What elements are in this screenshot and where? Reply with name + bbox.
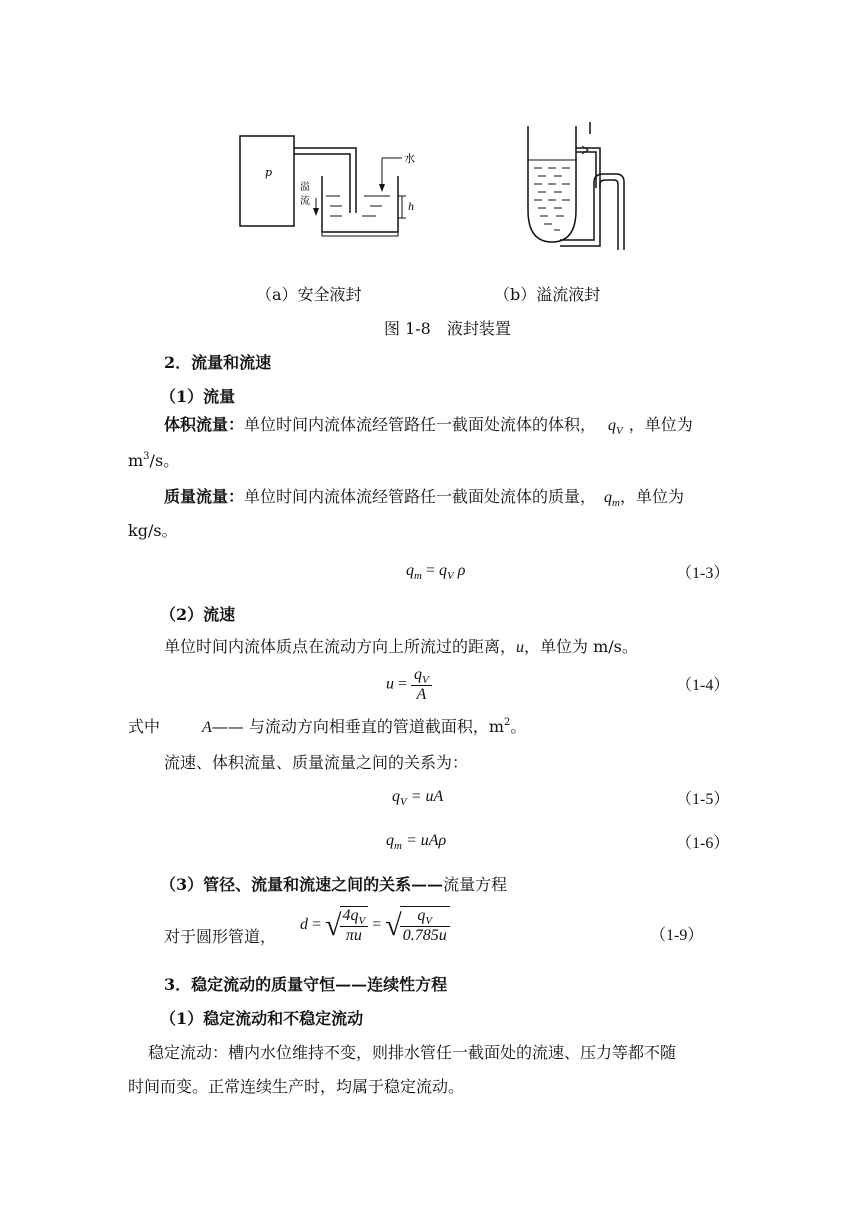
equation-1-9-intro: 对于圆形管道， [164, 927, 277, 946]
where-definition: A—— 与流动方向相垂直的管道截面积，$m^2$。 [202, 717, 527, 736]
section-2-1-heading: （1）流量 [160, 387, 236, 406]
caption-b: （b）溢流液封 [494, 285, 601, 304]
equation-1-5: $q_V$ = uA [392, 788, 444, 808]
equation-number-1-9: （1-9） [650, 927, 704, 944]
where-label: 式中 [128, 717, 161, 736]
section-3-1-heading: （1）稳定流动和不稳定流动 [160, 1009, 364, 1028]
label-overflow-1: 溢 [300, 182, 310, 193]
equation-1-6: $q_m = uA\rho$ [386, 832, 447, 852]
steady-flow-line-2: 时间而变。正常连续生产时，均属于稳定流动。 [128, 1077, 465, 1096]
section-2-3-heading: （3）管径、流量和流速之间的关系——流量方程 [160, 875, 508, 894]
equation-1-4: u = $\frac{q_V}{A}$ [386, 666, 432, 704]
figure-title: 图 1-8 液封装置 [384, 319, 511, 338]
volume-flow-unit: $m^3/s$。 [128, 451, 180, 470]
steady-flow-line-1: 稳定流动：槽内水位维持不变，则排水管任一截面处的流速、压力等都不随 [148, 1043, 677, 1062]
equation-number-1-4: （1-4） [676, 677, 730, 694]
section-3-heading: 3．稳定流动的质量守恒——连续性方程 [164, 975, 448, 994]
volume-flow-text: 单位时间内流体流经管路任一截面处流体的体积， [244, 415, 597, 434]
mass-flow-text: 单位时间内流体流经管路任一截面处流体的质量， [244, 487, 597, 506]
equation-1-9: d = √ $\frac{4q_V}{\pi u}$ = √ $\frac{q_V}{0.785u}$ [300, 906, 450, 945]
section-2-2-heading: （2）流速 [160, 605, 236, 624]
volume-flow-paragraph: 体积流量：单位时间内流体流经管路任一截面处流体的体积， $q_V$ ，单位为 [164, 415, 693, 437]
figure-a-safety-seal [230, 118, 450, 246]
label-h: h [408, 202, 415, 213]
equation-number-1-6: （1-6） [676, 835, 730, 852]
mass-flow-paragraph: 质量流量：单位时间内流体流经管路任一截面处流体的质量， $q_m$，单位为 [164, 487, 684, 509]
caption-a: （a）安全液封 [256, 285, 362, 304]
equation-1-3: $q_m = q_V$ ρ [406, 562, 466, 582]
label-overflow-2: 流 [300, 196, 310, 207]
figure-b-overflow-seal [520, 118, 640, 256]
mass-flow-unit: kg/s。 [128, 521, 178, 540]
volume-flow-term: 体积流量： [164, 415, 245, 434]
volume-flow-symbol: q [608, 417, 617, 434]
equation-number-1-5: （1-5） [676, 791, 730, 808]
velocity-definition: 单位时间内流体质点在流动方向上所流过的距离，u，单位为 m/s。 [164, 637, 638, 656]
section-2-heading: 2．流量和流速 [164, 353, 272, 372]
mass-flow-term: 质量流量： [164, 487, 245, 506]
label-p: p [265, 166, 273, 179]
relation-text: 流速、体积流量、质量流量之间的关系为： [164, 753, 469, 772]
label-water: 水 [404, 152, 415, 165]
equation-number-1-3: （1-3） [676, 565, 730, 582]
mass-flow-symbol: q [604, 489, 613, 506]
